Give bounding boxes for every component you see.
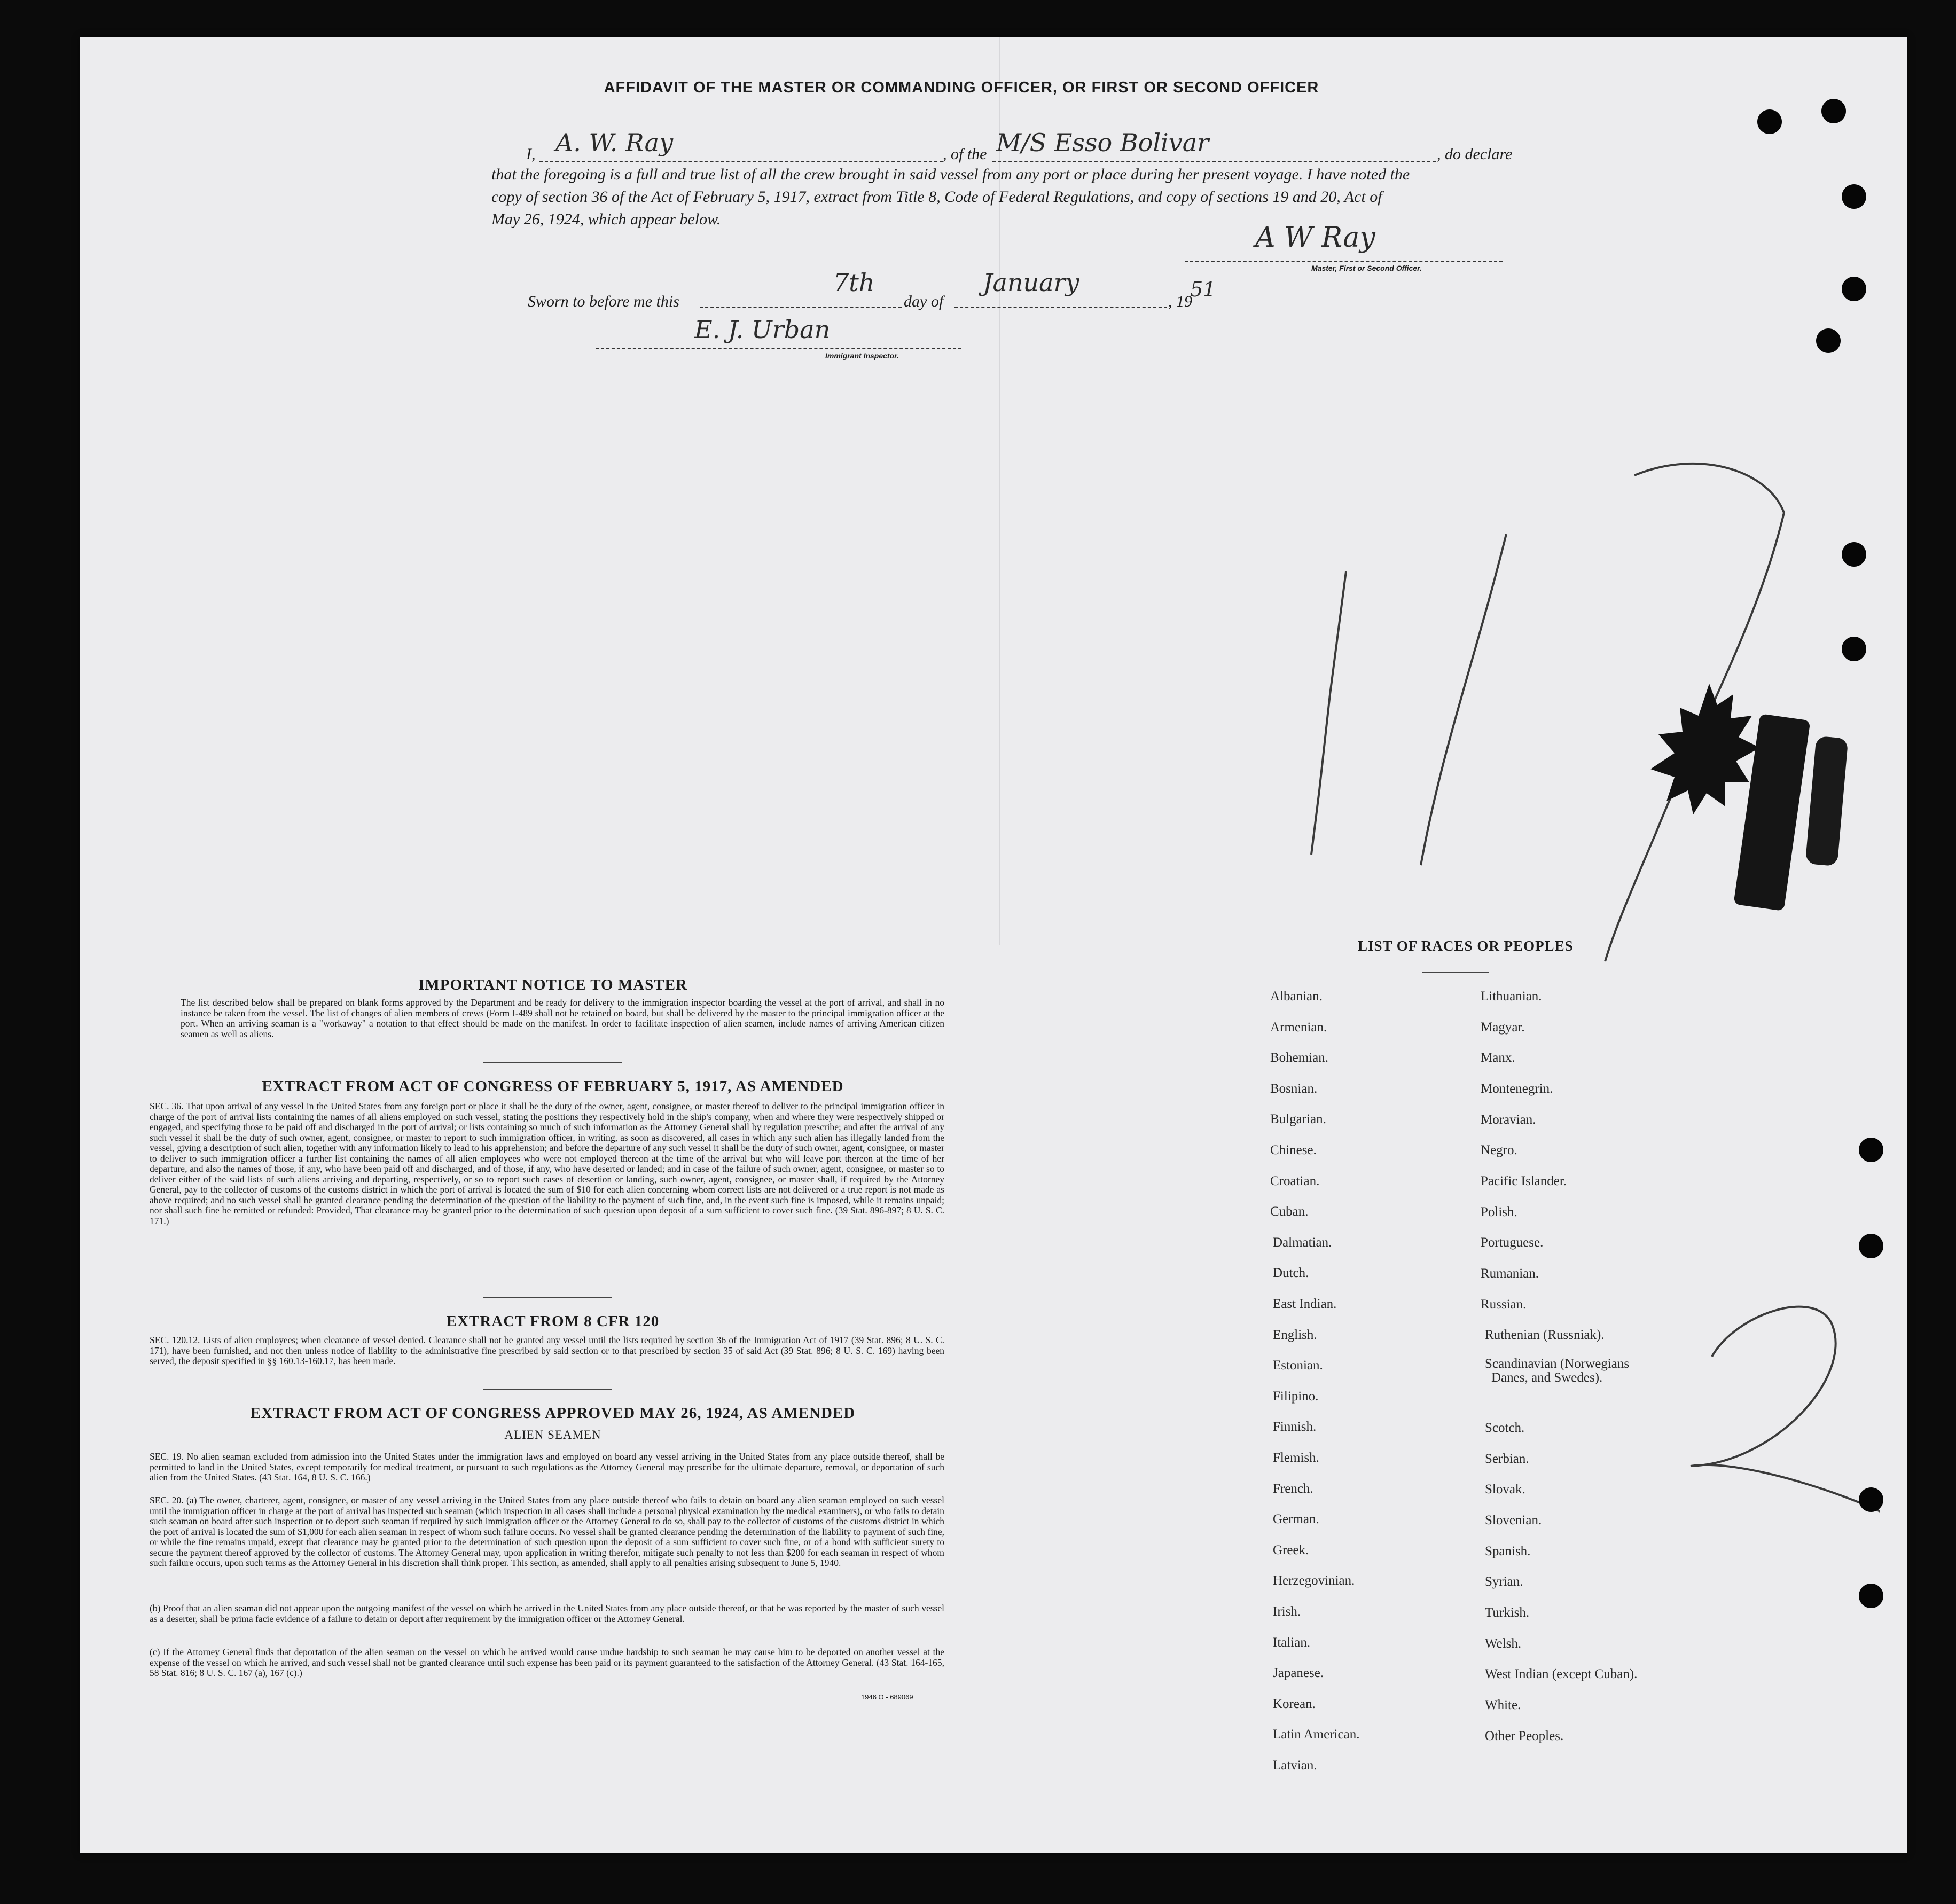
race-item: East Indian. [1273,1297,1337,1311]
declarant-line [539,161,943,162]
year-prefix: , 19 [1168,293,1192,310]
sworn-month-line [954,307,1167,308]
race-item: Manx. [1481,1051,1515,1065]
race-item: Russian. [1481,1297,1527,1312]
affidavit-line-4: May 26, 1924, which appear below. [491,210,721,228]
race-item: Croatian. [1270,1173,1320,1188]
inspector-label: Immigrant Inspector. [825,351,899,360]
inspector-signature: E. J. Urban [694,315,831,344]
punch-hole [1859,1487,1883,1512]
race-item: Other Peoples. [1485,1729,1564,1743]
vessel-name-handwritten: M/S Esso Bolivar [996,128,1209,157]
punch-hole [1757,109,1782,134]
extract-1917-heading: EXTRACT FROM ACT OF CONGRESS OF FEBRUARY 5, 1917, AS AMENDED [262,1078,844,1095]
inspector-line [596,348,961,349]
divider [483,1389,612,1390]
race-item: Latin American. [1273,1727,1360,1742]
vessel-line [992,161,1436,162]
divider [483,1297,612,1298]
race-item: Slovak. [1485,1482,1525,1496]
extract-1924-heading: EXTRACT FROM ACT OF CONGRESS APPROVED MAY 26, 1924, AS AMENDED [250,1405,856,1422]
race-item: Chinese. [1270,1143,1317,1157]
declarant-name-handwritten: A. W. Ray [555,128,674,157]
race-item: Finnish. [1273,1420,1317,1435]
punch-hole [1842,184,1866,209]
race-item: Turkish. [1485,1605,1530,1620]
affidavit-line-3: copy of section 36 of the Act of February 5, 1917, extract from Title 8, Code of Federal Regulations, and copy of sections 19 and 20, Act of [491,188,1382,206]
notary-seal [1629,673,1853,919]
signature-line [1185,261,1503,262]
sworn-day-line [700,307,902,308]
punch-hole [1816,328,1841,353]
race-item: Spanish. [1485,1544,1531,1558]
race-item: Armenian. [1270,1020,1327,1035]
race-item: Montenegrin. [1481,1082,1553,1096]
race-item: Irish. [1273,1604,1301,1619]
punch-hole [1842,277,1866,301]
race-item: Serbian. [1485,1452,1529,1466]
race-item: Polish. [1481,1205,1517,1219]
race-item: Bulgarian. [1270,1112,1326,1127]
extract-1917-text: SEC. 36. That upon arrival of any vessel in the United States from any foreign port or place it shall be the duty of the owner, agent, consignee, or master thereof to deliver to the principal immigration officer in charge of the port of arrival lists containing the names of all aliens employed on such vessel, stating the positions they respectively hold in the ship's company, when and where they were respectively shipped or engaged, and specifying those to be paid off and discharged in the port of arrival; or lists containing so much of such information as the Attorney General shall by regulation prescribe; and after the arrival of any such vessel it shall be the duty of such owner, agent, consignee, or master to report to such immigration officer, in writing, as soon as discovered, all cases in which any such alien has illegally landed from the vessel, giving a description of such alien, together with any information likely to lead to his apprehension; and before the departure of any such vessel it shall be the duty of such owner, agent, consignee, or master to deliver to such immigration officer a further list containing the names of all alien employees who were not employed thereon at the time of the arrival but who will leave port thereon at the time of her departure, and also the names of those, if any, who have been paid off and discharged, and of those, if any, who have deserted or landed; and in case of the failure of such owner, agent, consignee, or master so to deliver either of the said lists of such aliens arriving and departing, respectively, or so to report such cases of desertion or landing, such owner, agent, consignee, or master shall, if required by the Attorney General, pay to the collector of customs of the customs district in which the port of arrival is located the sum of $10 for each alien concerning whom correct lists are not delivered or a true report is not made as above required; and no such vessel shall be granted clearance pending the determination of the question of the liability to the payment of such fine, and, in the event such fine is imposed, while it remains unpaid; nor shall such fine be remitted or refunded: Provided, That clearance may be granted prior to the determination of such question upon deposit of a sum sufficient to cover such fine. (39 Stat. 896-897; 8 U. S. C. 171.) [150,1101,944,1226]
race-item: Moravian. [1481,1112,1536,1127]
extract-1924-sec20b: (b) Proof that an alien seaman did not appear upon the outgoing manifest of the vessel on which he arrived in the United States from any place outside thereof, or that he was reported by the master of such vessel as a deserter, shall be prima facie evidence of a failure to detain or deport after requirement by the immigration officer or the Attorney General. [150,1603,944,1624]
race-item: Latvian. [1273,1758,1317,1773]
race-item: Japanese. [1273,1666,1324,1681]
race-item: Estonian. [1273,1358,1323,1373]
race-item: Filipino. [1273,1389,1319,1404]
race-item: Flemish. [1273,1451,1319,1465]
race-item: French. [1273,1481,1313,1496]
print-code: 1946 O - 689069 [861,1693,913,1701]
do-declare-label: , do declare [1437,145,1513,163]
sworn-month-handwritten: January [983,268,1079,297]
affidavit-title: AFFIDAVIT OF THE MASTER OR COMMANDING OFFICER, OR FIRST OR SECOND OFFICER [604,79,1319,96]
declarant-label: I, [526,145,536,163]
race-item: West Indian (except Cuban). [1485,1667,1638,1681]
race-item: German. [1273,1512,1319,1527]
punch-hole [1821,99,1846,123]
race-item: Greek. [1273,1542,1309,1557]
of-the-label: , of the [943,145,987,163]
race-item: Rumanian. [1481,1266,1539,1281]
race-item: Danes, and Swedes). [1491,1370,1603,1385]
race-item: Lithuanian. [1481,989,1542,1004]
sworn-day-handwritten: 7th [833,268,875,297]
race-item: White. [1485,1698,1521,1712]
extract-1924-sec20a: SEC. 20. (a) The owner, charterer, agent, consignee, or master of any vessel arriving in the United States from any place outside thereof who fails to detain on board any alien seaman employed on such vessel until the immigration officer in charge at the port of arrival has inspected such seaman (which inspection in all cases shall include a personal physical examination by the medical examiners), or who fails to detain such seaman on board after such inspection or to deport such seaman if required by such immigration officer or the Attorney General to do so, shall pay to the collector of customs of the customs district in which the port of arrival is located the sum of $1,000 for each alien seaman in respect of whom such failure occurs. No vessel shall be granted clearance pending the determination of the liability to payment of such fine, or while the fine remains unpaid, except that clearance may be granted prior to the determination of such question upon the deposit of a sum sufficient to cover such fine, or of a bond with sufficient surety to secure the payment thereof approved by the collector of customs. The Attorney General may, upon application in writing therefor, mitigate such penalty to not less than $200 for each seaman in respect of whom such failure occurs, upon such terms as the Attorney General in his discretion shall think proper. This section, as amended, shall apply to all penalties arising subsequent to June 5, 1940. [150,1495,944,1568]
punch-hole [1842,542,1866,567]
punch-hole [1859,1138,1883,1162]
race-item: English. [1273,1327,1317,1342]
punch-hole [1842,637,1866,661]
extract-cfr-text: SEC. 120.12. Lists of alien employees; when clearance of vessel denied. Clearance shall not be granted any vessel until the lists required by section 36 of the Immigration Act of 1917 (39 Stat. 896; 8 U. S. C. 171), have been furnished, and not then unless notice of liability to the administrative fine prescribed by said section or to that prescribed by section 35 of said Act (39 Stat. 896; 8 U. S. C. 169) having been served, the deposit specified in §§ 160.13-160.17, has been made. [150,1335,944,1366]
race-item: Cuban. [1270,1204,1309,1219]
race-item: Syrian. [1485,1574,1523,1589]
race-item: Negro. [1481,1143,1517,1157]
race-item: Scotch. [1485,1421,1525,1435]
race-item: Dutch. [1273,1266,1309,1281]
race-item: Bosnian. [1270,1081,1318,1096]
master-signature: A W Ray [1255,222,1375,254]
signature-label: Master, First or Second Officer. [1311,264,1422,272]
sworn-label: Sworn to before me this [528,293,679,310]
race-item: Albanian. [1270,989,1323,1004]
race-item: Italian. [1273,1635,1311,1650]
notice-heading: IMPORTANT NOTICE TO MASTER [418,976,687,993]
punch-hole [1859,1584,1883,1608]
extract-1924-sec20c: (c) If the Attorney General finds that deportation of the alien seaman on the vessel on which he arrived would cause undue hardship to such seaman he may cause him to be deported on another vessel at the expense of the vessel on which he arrived, and such vessel shall not be granted clearance until such expense has been paid or its payment guaranteed to the satisfaction of the Attorney General. (43 Stat. 164-165, 58 Stat. 816; 8 U. S. C. 167 (a), 167 (c).) [150,1647,944,1678]
race-item: Magyar. [1481,1020,1525,1035]
seal-star-left [1650,684,1760,814]
race-item: Pacific Islander. [1481,1174,1567,1188]
stroke-mark-1 [1311,571,1346,855]
race-item: Bohemian. [1270,1051,1329,1065]
year-handwritten: 51 [1190,278,1216,301]
race-item: Herzegovinian. [1273,1573,1355,1588]
seal-band-right [1805,736,1849,866]
race-item: Portuguese. [1481,1235,1544,1250]
extract-cfr-heading: EXTRACT FROM 8 CFR 120 [446,1313,660,1330]
race-item: Korean. [1273,1696,1316,1711]
extract-1924-sec19: SEC. 19. No alien seaman excluded from admission into the United States under the immigration laws and employed on board any vessel arriving in the United States from any place outside thereof, shall be permitted to land in the United States, except temporarily for medical treatment, or pursuant to such regulations as the Attorney General may prescribe for the ultimate departure, removal, or deportation of such alien from the United States. (43 Stat. 164, 8 U. S. C. 166.) [150,1451,944,1483]
numeral-2-mark [1691,1307,1880,1522]
affidavit-line-2: that the foregoing is a full and true list of all the crew brought in said vessel from any port or place during her present voyage. I have noted the [491,166,1410,183]
divider [483,1062,622,1063]
day-of-label: day of [904,293,944,310]
alien-seamen-subheading: ALIEN SEAMEN [504,1428,601,1441]
divider [1422,972,1489,973]
race-item: Ruthenian (Russniak). [1485,1328,1605,1342]
race-item: Scandinavian (Norwegians [1485,1357,1630,1371]
race-item: Slovenian. [1485,1513,1542,1527]
race-item: Dalmatian. [1273,1235,1332,1250]
stroke-mark-2 [1421,534,1506,865]
notice-text: The list described below shall be prepared on blank forms approved by the Department and be ready for delivery to the immigration inspector boarding the vessel at the port of arrival, and shall in no instance be taken from the vessel. The list of changes of alien members of crews (Form I-489 shall not be retained on board, but shall be delivered by the master to the principal immigration officer at the port. When an arriving seaman is a "workaway" a notation to that effect should be made on the manifest. In order to facilitate inspection of alien seamen, include names of arriving American citizen seamen as well as aliens. [181,997,944,1039]
race-item: Welsh. [1485,1636,1522,1651]
punch-hole [1859,1234,1883,1258]
races-heading: LIST OF RACES OR PEOPLES [1358,938,1574,954]
